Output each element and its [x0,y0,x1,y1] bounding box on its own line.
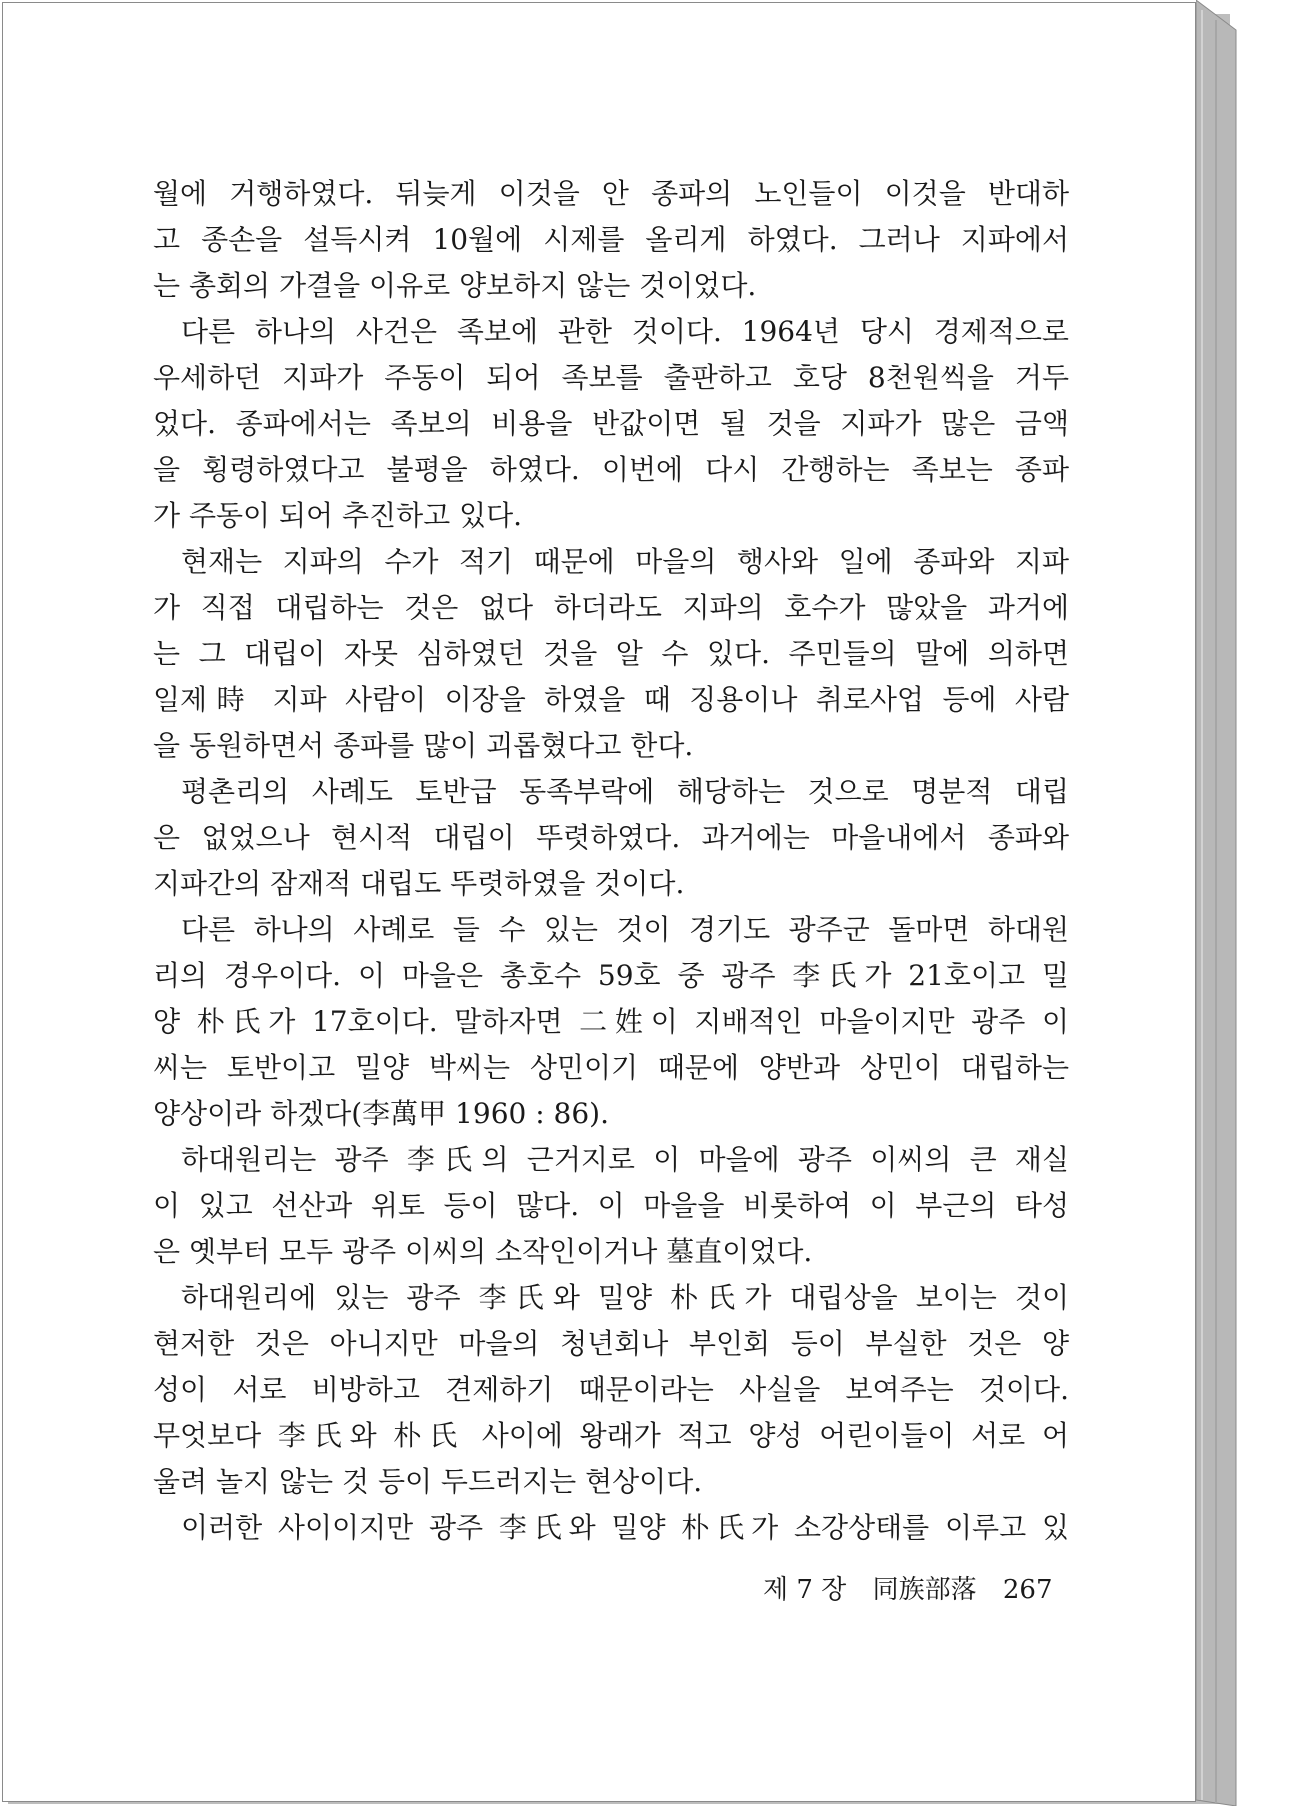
chapter-label: 제 7 장 [763,1575,847,1605]
text-line: 씨는 토반이고 밀양 박씨는 상민이기 때문에 양반과 상민이 대립하는 [153,1051,1069,1084]
text-line: 는 그 대립이 자못 심하였던 것을 알 수 있다. 주민들의 말에 의하면 [153,637,1069,670]
text-line: 은 옛부터 모두 광주 이씨의 소작인이거나 墓直이었다. [153,1235,813,1268]
text-line: 을 횡령하였다고 불평을 하였다. 이번에 다시 간행하는 족보는 종파 [153,453,1069,486]
page-number: 267 [1002,1575,1053,1605]
text-line: 양상이라 하겠다(李萬甲 1960 : 86). [153,1097,610,1130]
text-line: 성이 서로 비방하고 견제하기 때문이라는 사실을 보여주는 것이다. [153,1373,1069,1406]
text-line: 은 없었으나 현시적 대립이 뚜렷하였다. 과거에는 마을내에서 종파와 [153,821,1069,854]
body-text [153,171,1069,1551]
page-footer [763,1569,1063,1606]
text-line: 평촌리의 사례도 토반급 동족부락에 해당하는 것으로 명분적 대립 [181,775,1069,808]
text-line: 하대원리에 있는 광주 李氏와 밀양 朴氏가 대립상을 보이는 것이 [181,1281,1069,1314]
text-line: 리의 경우이다. 이 마을은 총호수 59호 중 광주 李氏가 21호이고 밀 [153,959,1069,992]
book-page [2,2,1196,1802]
text-line: 양 朴氏가 17호이다. 말하자면 二姓이 지배적인 마을이지만 광주 이 [153,1005,1069,1038]
text-line: 고 종손을 설득시켜 10월에 시제를 올리게 하였다. 그러나 지파에서 [153,223,1069,256]
book-spine-edge [1196,0,1240,1806]
text-line: 다른 하나의 사례로 들 수 있는 것이 경기도 광주군 돌마면 하대원 [181,913,1069,946]
text-line: 었다. 종파에서는 족보의 비용을 반값이면 될 것을 지파가 많은 금액 [153,407,1069,440]
text-line: 무엇보다 李氏와 朴氏 사이에 왕래가 적고 양성 어린이들이 서로 어 [153,1419,1069,1452]
text-line: 일제時 지파 사람이 이장을 하였을 때 징용이나 취로사업 등에 사람 [153,683,1069,716]
text-line: 는 총회의 가결을 이유로 양보하지 않는 것이었다. [153,269,757,302]
text-line: 다른 하나의 사건은 족보에 관한 것이다. 1964년 당시 경제적으로 [181,315,1069,348]
text-line: 월에 거행하였다. 뒤늦게 이것을 안 종파의 노인들이 이것을 반대하 [153,177,1069,210]
text-line: 우세하던 지파가 주동이 되어 족보를 출판하고 호당 8천원씩을 거두 [153,361,1069,394]
text-line: 하대원리는 광주 李氏의 근거지로 이 마을에 광주 이씨의 큰 재실 [181,1143,1069,1176]
text-line: 현재는 지파의 수가 적기 때문에 마을의 행사와 일에 종파와 지파 [181,545,1069,578]
text-line: 현저한 것은 아니지만 마을의 청년회나 부인회 등이 부실한 것은 양 [153,1327,1069,1360]
text-line: 이러한 사이이지만 광주 李氏와 밀양 朴氏가 소강상태를 이루고 있 [181,1511,1069,1544]
text-line: 가 직접 대립하는 것은 없다 하더라도 지파의 호수가 많았을 과거에 [153,591,1069,624]
text-line: 지파간의 잠재적 대립도 뚜렷하였을 것이다. [153,867,685,900]
text-line: 울려 놀지 않는 것 등이 두드러지는 현상이다. [153,1465,703,1498]
text-line: 이 있고 선산과 위토 등이 많다. 이 마을을 비롯하여 이 부근의 타성 [153,1189,1069,1222]
chapter-title: 同族部落 [872,1575,977,1605]
text-line: 을 동원하면서 종파를 많이 괴롭혔다고 한다. [153,729,694,762]
text-line: 가 주동이 되어 추진하고 있다. [153,499,523,532]
